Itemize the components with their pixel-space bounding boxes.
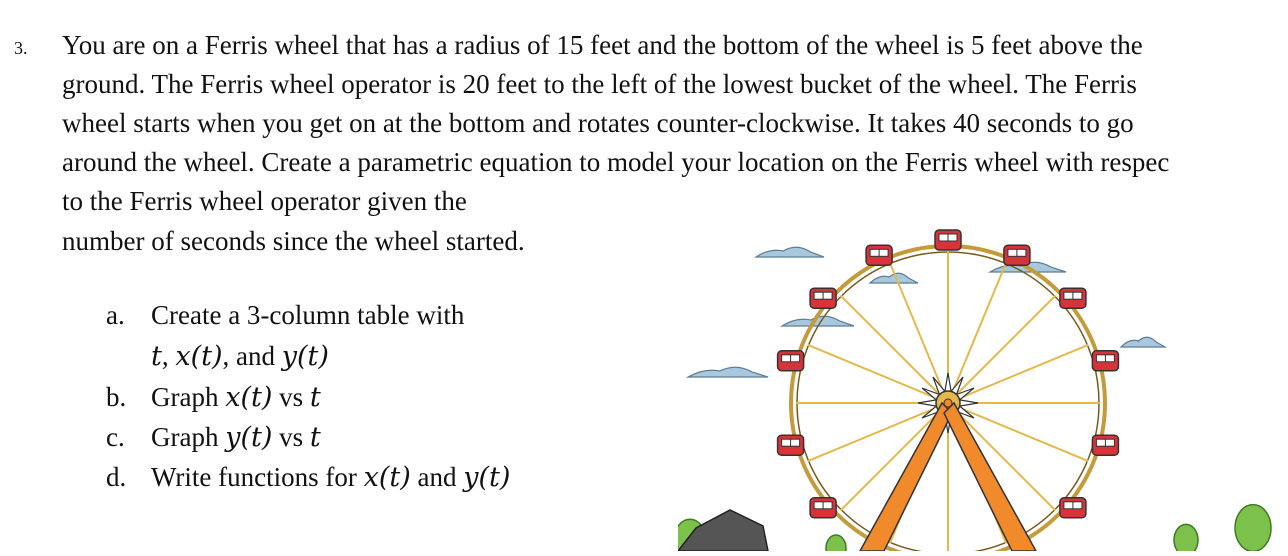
math-x-of-t: x(t) (363, 462, 411, 493)
ferris-wheel-icon (678, 210, 1288, 551)
cloud-icon (1121, 337, 1165, 347)
tree-icon (1174, 524, 1198, 551)
gondola-icon (935, 230, 961, 250)
problem-line-3: wheel starts when you get on at the bottom and rotates counter-clockwise. It takes 40 seconds to go (62, 108, 1134, 138)
part-c-text (151, 417, 321, 458)
part-a-comma: , (161, 341, 176, 371)
gondola-icon (1004, 245, 1030, 265)
part-c-mid: vs (272, 422, 310, 452)
problem-line-4: around the wheel. Create a parametric equation to model your location on the Ferris wheel with respec (62, 147, 1170, 177)
part-c-prefix: Graph (151, 422, 226, 452)
part-b-prefix: Graph (151, 382, 226, 412)
part-a-letter: a. (106, 300, 125, 330)
part-d-prefix: Write functions for (151, 462, 364, 492)
tree-icon (1235, 505, 1271, 551)
gondola-icon (866, 245, 892, 265)
part-b-letter: b. (106, 382, 127, 412)
problem-line-2: ground. The Ferris wheel operator is 20 feet to the left of the lowest bucket of the wheel. The Ferris (62, 69, 1137, 99)
gondola-icon (1092, 435, 1118, 455)
gondola-icon (1060, 288, 1086, 308)
part-a-vars (151, 336, 329, 377)
part-d-text (151, 457, 510, 498)
math-t: t (309, 422, 321, 453)
math-t: t (151, 341, 162, 372)
trees (678, 505, 1271, 551)
problem-line-6: number of seconds since the wheel started. (62, 226, 525, 256)
part-d-mid: and (410, 462, 464, 492)
part-b-text (151, 377, 321, 418)
gondola-icon (1060, 498, 1086, 518)
part-a-text: Create a 3-column table with (151, 300, 465, 330)
math-y-of-t: y(t) (463, 462, 511, 493)
gondola-icon (778, 351, 804, 371)
math-y-of-t: y(t) (225, 422, 273, 453)
math-t: t (309, 382, 321, 413)
part-c-letter: c. (106, 422, 125, 452)
problem-line-1: You are on a Ferris wheel that has a radius of 15 feet and the bottom of the wheel is 5 feet above the (62, 30, 1143, 60)
problem-number: 3. (14, 38, 28, 58)
tree-icon (826, 535, 846, 551)
problem-line-5: to the Ferris wheel operator given the (62, 186, 467, 216)
part-b-mid: vs (272, 382, 310, 412)
cloud-icon (756, 247, 824, 257)
math-x-of-t: x(t) (225, 382, 273, 413)
math-y-of-t: y(t) (281, 341, 329, 372)
part-d-letter: d. (106, 462, 127, 492)
cloud-icon (688, 367, 768, 377)
part-a-and: , and (222, 341, 282, 371)
wheel (791, 246, 1105, 551)
gondola-icon (1092, 351, 1118, 371)
gondola-icon (778, 435, 804, 455)
gondola-icon (810, 498, 836, 518)
ferris-wheel-illustration (678, 210, 1288, 551)
math-x-of-t: x(t) (175, 341, 223, 372)
gondola-icon (810, 288, 836, 308)
